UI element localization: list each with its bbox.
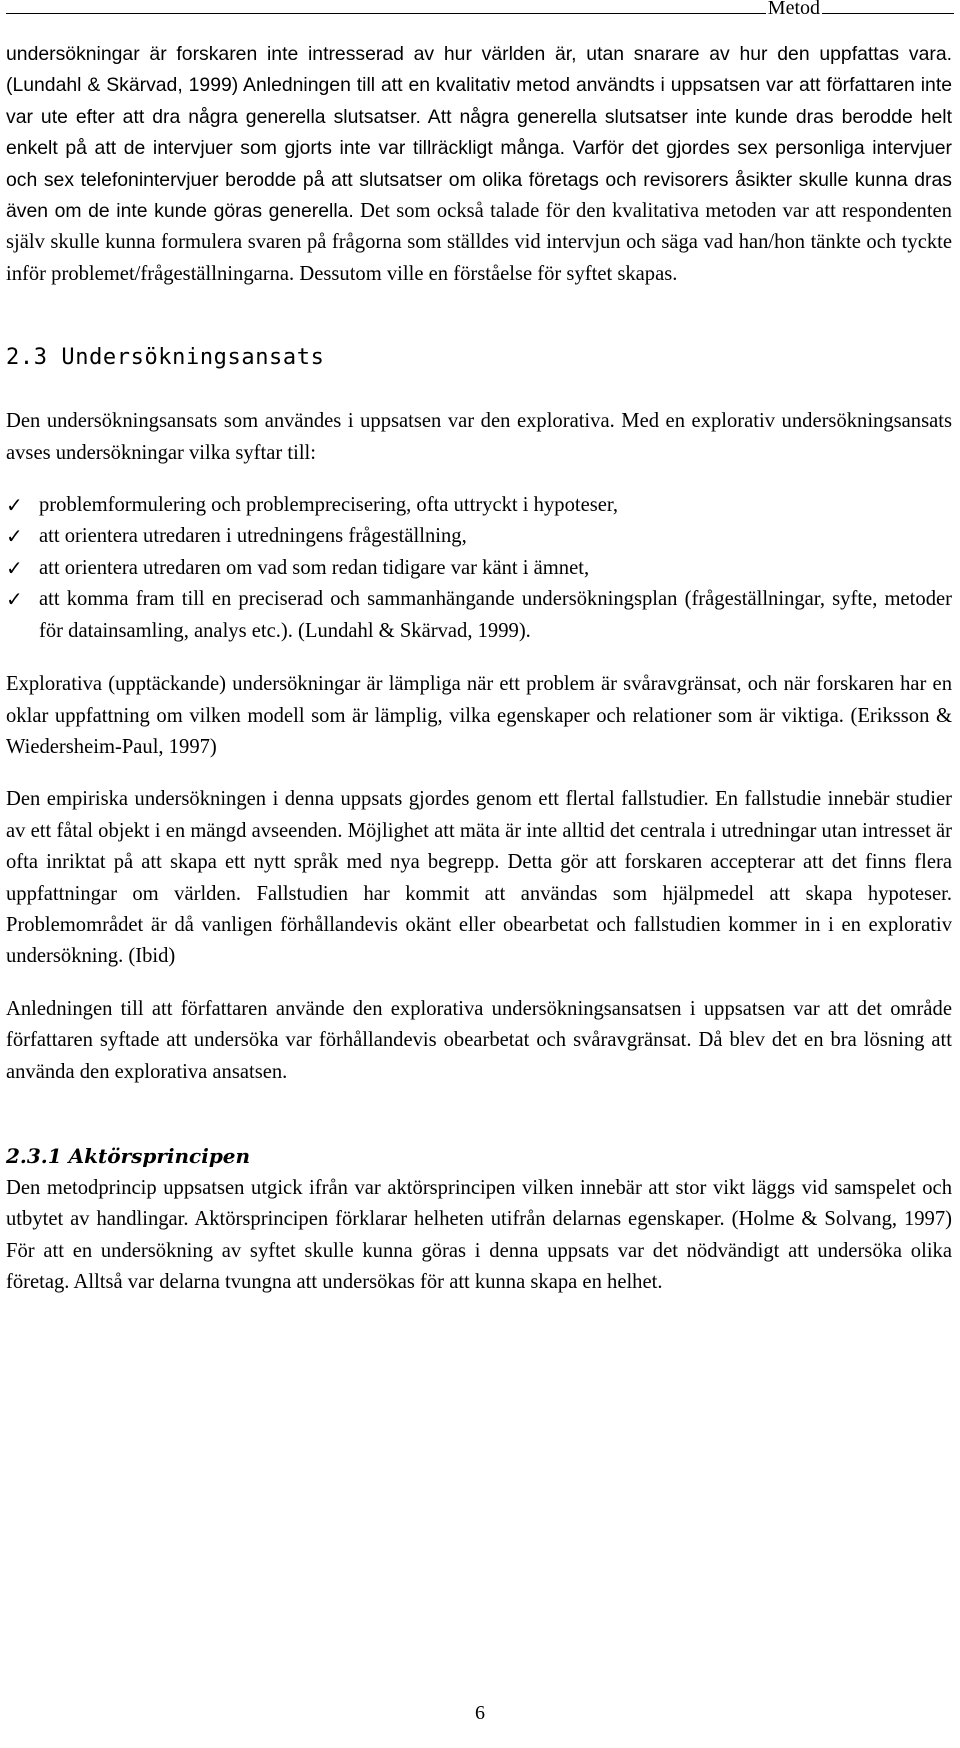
paragraph-aktorsprincipen: Den metodprincip uppsatsen utgick ifrån var aktörsprincipen vilken innebär att stor vikt läggs vid samspelet och utbytet av handlingar. Aktörsprincipen förklarar helheten utifrån delarnas egenskaper. (Holme & Solvang, 1997) För att en undersökning av syftet skulle kunna göras i denna uppsats var det nödvändigt att undersöka olika företag. Alltså var delarna tvungna att undersökas för att kunna skapa en helhet. bbox=[6, 1176, 952, 1294]
checkmark-icon: ✓ bbox=[6, 587, 23, 612]
page-number: 6 bbox=[475, 1702, 485, 1724]
section-heading-undersokningsansats: 2.3 Undersökningsansats bbox=[6, 345, 325, 371]
paragraph-intro-part-a: undersökningar är forskaren inte intresserad av hur världen är, utan snarare av hur den uppfattas vara. (Lundahl & Skärvad, 1999) Anledningen till att en kvalitativ metod användts i uppsatsen var att författaren inte var ute efter att dra några generella slutsatser. Att några generella slutsatser inte kunde dras berodde helt enkelt på att de intervjuer som gjorts inte var tillräckligt många. bbox=[6, 43, 952, 160]
paragraph-intro-part-b: Varför det gjordes sex personliga intervjuer och sex telefonintervjuer berodde på att slutsatser om olika företags och revisorers åsikter skulle kunna dras även om de inte kunde göras generella. bbox=[6, 137, 953, 223]
checkmark-icon: ✓ bbox=[6, 493, 23, 518]
paragraph-intro-part-d: Dessutom ville en förståelse för syftet skapas. bbox=[294, 262, 678, 285]
running-header bbox=[6, 0, 954, 24]
paragraph-anledningen: Anledningen till att författaren använde den explorativa undersökningsansatsen i uppsatsen var att det område författaren syftade att undersöka var förhållandevis obearbetat och svåravgränsat. Då blev det en bra lösning att använda den explorativa ansatsen. bbox=[6, 997, 952, 1083]
checklist-item-text: att orientera utredaren i utredningens frågeställning, bbox=[39, 525, 467, 548]
checklist-item bbox=[6, 521, 952, 552]
checklist-item bbox=[6, 490, 952, 521]
checkmark-icon: ✓ bbox=[6, 555, 23, 580]
purpose-checklist bbox=[6, 490, 952, 647]
header-section-label: Metod bbox=[766, 0, 822, 20]
paragraph-intro-part-c: Det som också talade för den kvalitativa metoden var att respondenten själv skulle kunna formulera svaren på frågorna som ställdes vid intervjun och säga vad han/hon tänkte och tyckte inför problemet/frågeställningarna. bbox=[6, 200, 952, 285]
subsection-heading-aktorsprincipen: 2.3.1 Aktörsprincipen bbox=[6, 1143, 251, 1168]
checklist-item-text: att komma fram till en preciserad och sammanhängande undersökningsplan (frågeställningar, syfte, metoder för datainsamling, analys etc.). (Lundahl & Skärvad, 1999). bbox=[39, 588, 952, 642]
checkmark-icon: ✓ bbox=[6, 524, 23, 549]
paragraph-ansats: Den undersökningsansats som användes i uppsatsen var den explorativa. Med en explorativ undersökningsansats avses undersökningar vilka syftar till: bbox=[6, 410, 952, 464]
paragraph-intro bbox=[6, 39, 952, 290]
page-content bbox=[6, 39, 952, 1299]
checklist-item-text: att orientera utredaren om vad som redan tidigare var känt i ämnet, bbox=[39, 556, 590, 579]
checklist-item-text: problemformulering och problemprecisering, ofta uttryckt i hypoteser, bbox=[39, 494, 619, 517]
paragraph-fallstudier: Den empiriska undersökningen i denna uppsats gjordes genom ett flertal fallstudier. En fallstudie innebär studier av ett fåtal objekt i en mängd avseenden. Möjlighet att mäta är inte alltid det centrala i utredningar utan intresset är ofta inriktat på att skapa ett nytt språk med nya begrepp. Detta gör att forskaren accepterar att det finns flera uppfattningar om världen. Fallstudien har kommit att användas som hjälpmedel att skapa hypoteser. Problemområdet är då vanligen förhållandevis okänt eller obearbetat och fallstudien kommer in i en explorativ undersökning. (Ibid) bbox=[6, 788, 952, 968]
paragraph-explorativa: Explorativa (upptäckande) undersökningar är lämpliga när ett problem är svåravgränsat, och när forskaren har en oklar uppfattning om vilken modell som är lämplig, vilka egenskaper och relationer som är viktiga. (Eriksson & Wiedersheim-Paul, 1997) bbox=[6, 673, 952, 758]
checklist-item bbox=[6, 553, 952, 584]
checklist-item bbox=[6, 584, 952, 647]
